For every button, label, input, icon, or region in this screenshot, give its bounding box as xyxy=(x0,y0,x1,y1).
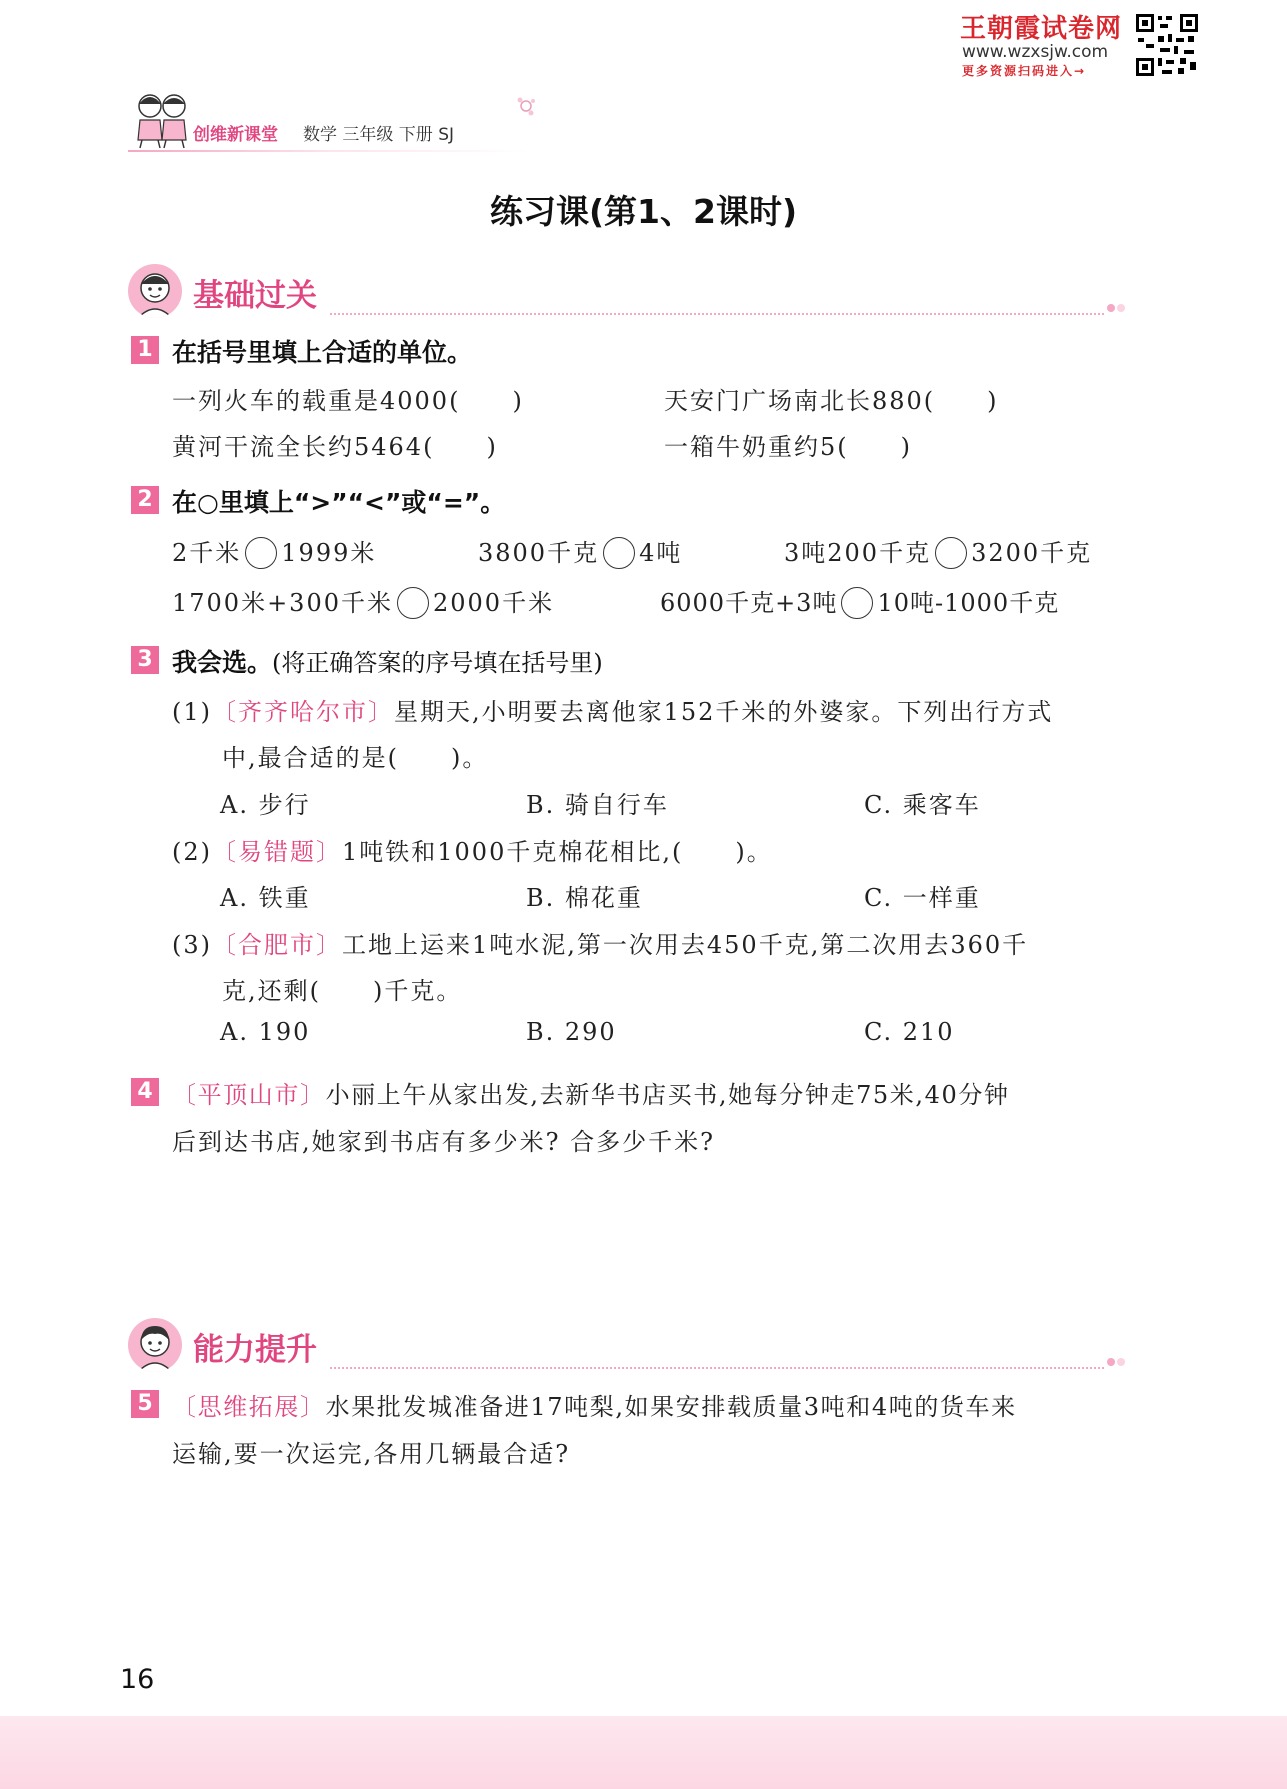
header-divider xyxy=(128,150,528,152)
q3-title xyxy=(172,643,603,679)
answer-circle[interactable] xyxy=(397,587,429,619)
lesson-title: 练习课(第1、2课时) xyxy=(489,192,798,231)
q2-compare-1-left: 2千米 xyxy=(172,539,242,567)
answer-circle[interactable] xyxy=(603,537,635,569)
q2-compare-4-left: 1700米+300千米 xyxy=(172,589,393,617)
brand-name: 创维新课堂 xyxy=(193,125,278,145)
q3-sub1-option-c: C. 乘客车 xyxy=(864,791,981,819)
q3-sub2-option-c: C. 一样重 xyxy=(864,884,981,912)
q4-tag: 〔平顶山市〕 xyxy=(172,1081,326,1109)
q3-sub1-option-b: B. 骑自行车 xyxy=(526,791,669,819)
q1-item-yellow-river: 黄河干流全长约5464( ) xyxy=(172,433,498,461)
q3-sub2-tag: 〔易错题〕 xyxy=(212,838,342,866)
children-mascot-icon xyxy=(128,90,198,150)
q5-tag: 〔思维拓展〕 xyxy=(172,1393,326,1421)
q4-line2: 后到达书店,她家到书店有多少米? 合多少千米? xyxy=(172,1128,715,1156)
q2-number-badge: 2 xyxy=(131,486,159,514)
section-advanced-badge xyxy=(128,1318,182,1372)
answer-circle[interactable] xyxy=(935,537,967,569)
q3-sub1-option-a: A. 步行 xyxy=(220,791,311,819)
q2-compare-3-left: 3吨200千克 xyxy=(784,539,932,567)
q3-sub3-option-b: B. 290 xyxy=(526,1018,617,1046)
q2-compare-4-right: 2000千米 xyxy=(433,589,555,617)
qr-code-icon[interactable] xyxy=(1134,12,1200,78)
section-basic-badge xyxy=(128,264,182,318)
q2-title: 在○里填上“>”“<”或“=”。 xyxy=(172,488,506,517)
q3-sub2-line1: (2)〔易错题〕1吨铁和1000千克棉花相比,( )。 xyxy=(172,838,773,866)
q3-title-note: (将正确答案的序号填在括号里) xyxy=(272,649,603,677)
watermark-url: www.wzxsjw.com xyxy=(962,42,1109,62)
dots-decoration-icon xyxy=(1106,1356,1126,1368)
section-advanced-title: 能力提升 xyxy=(193,1332,317,1368)
q4-line1: 〔平顶山市〕小丽上午从家出发,去新华书店买书,她每分钟走75米,40分钟 xyxy=(172,1081,1010,1109)
q3-sub3-option-c: C. 210 xyxy=(864,1018,955,1046)
footer-band xyxy=(0,1716,1287,1789)
section-basic-divider xyxy=(330,313,1104,315)
q2-compare-2-right: 4吨 xyxy=(639,539,683,567)
q5-line2: 运输,要一次运完,各用几辆最合适? xyxy=(172,1440,571,1468)
q1-item-milk: 一箱牛奶重约5( ) xyxy=(664,433,912,461)
answer-circle[interactable] xyxy=(245,537,277,569)
q3-title-text: 我会选。 xyxy=(172,648,273,677)
flower-decoration-icon xyxy=(514,94,538,118)
q3-sub1-line1: (1)〔齐齐哈尔市〕星期天,小明要去离他家152千米的外婆家。下列出行方式 xyxy=(172,698,1054,726)
q1-item-tiananmen: 天安门广场南北长880( ) xyxy=(664,387,999,415)
q3-sub3-option-a: A. 190 xyxy=(220,1018,311,1046)
q2-compare-4 xyxy=(172,583,554,621)
q2-compare-1 xyxy=(172,533,376,571)
subject-info: 数学 三年级 下册 SJ xyxy=(303,125,455,145)
q2-compare-2 xyxy=(478,533,682,571)
watermark-tip: 更多资源扫码进入→ xyxy=(962,64,1087,78)
q3-sub2-option-b: B. 棉花重 xyxy=(526,884,643,912)
q2-compare-1-right: 1999米 xyxy=(281,539,377,567)
q2-compare-5 xyxy=(660,583,1059,621)
q3-sub2-option-a: A. 铁重 xyxy=(220,884,311,912)
q2-compare-5-left: 6000千克+3吨 xyxy=(660,589,838,617)
student-avatar-icon xyxy=(128,264,182,318)
q2-compare-2-left: 3800千克 xyxy=(478,539,600,567)
q2-compare-3 xyxy=(784,533,1092,571)
section-basic-title: 基础过关 xyxy=(193,278,317,314)
page-number: 16 xyxy=(120,1664,155,1695)
q3-sub1-line2: 中,最合适的是( )。 xyxy=(222,744,489,772)
q3-sub1-tag: 〔齐齐哈尔市〕 xyxy=(212,698,394,726)
q3-sub3-tag: 〔合肥市〕 xyxy=(212,931,342,959)
q2-compare-5-right: 10吨-1000千克 xyxy=(877,589,1060,617)
q2-compare-3-right: 3200千克 xyxy=(971,539,1093,567)
q5-line1: 〔思维拓展〕水果批发城准备进17吨梨,如果安排载质量3吨和4吨的货车来 xyxy=(172,1393,1017,1421)
student-avatar-icon xyxy=(128,1318,182,1372)
q3-number-badge: 3 xyxy=(131,646,159,674)
q5-number-badge: 5 xyxy=(131,1390,159,1418)
q4-number-badge: 4 xyxy=(131,1078,159,1106)
answer-circle[interactable] xyxy=(841,587,873,619)
section-advanced-divider xyxy=(330,1367,1104,1369)
q1-item-train: 一列火车的载重是4000( ) xyxy=(172,387,524,415)
dots-decoration-icon xyxy=(1106,302,1126,314)
q3-sub3-line2: 克,还剩( )千克。 xyxy=(222,977,463,1005)
q3-sub3-line1: (3)〔合肥市〕工地上运来1吨水泥,第一次用去450千克,第二次用去360千 xyxy=(172,931,1029,959)
q1-title: 在括号里填上合适的单位。 xyxy=(172,338,473,367)
q1-number-badge: 1 xyxy=(131,336,159,364)
watermark-brand: 王朝霞试卷网 xyxy=(960,14,1123,44)
